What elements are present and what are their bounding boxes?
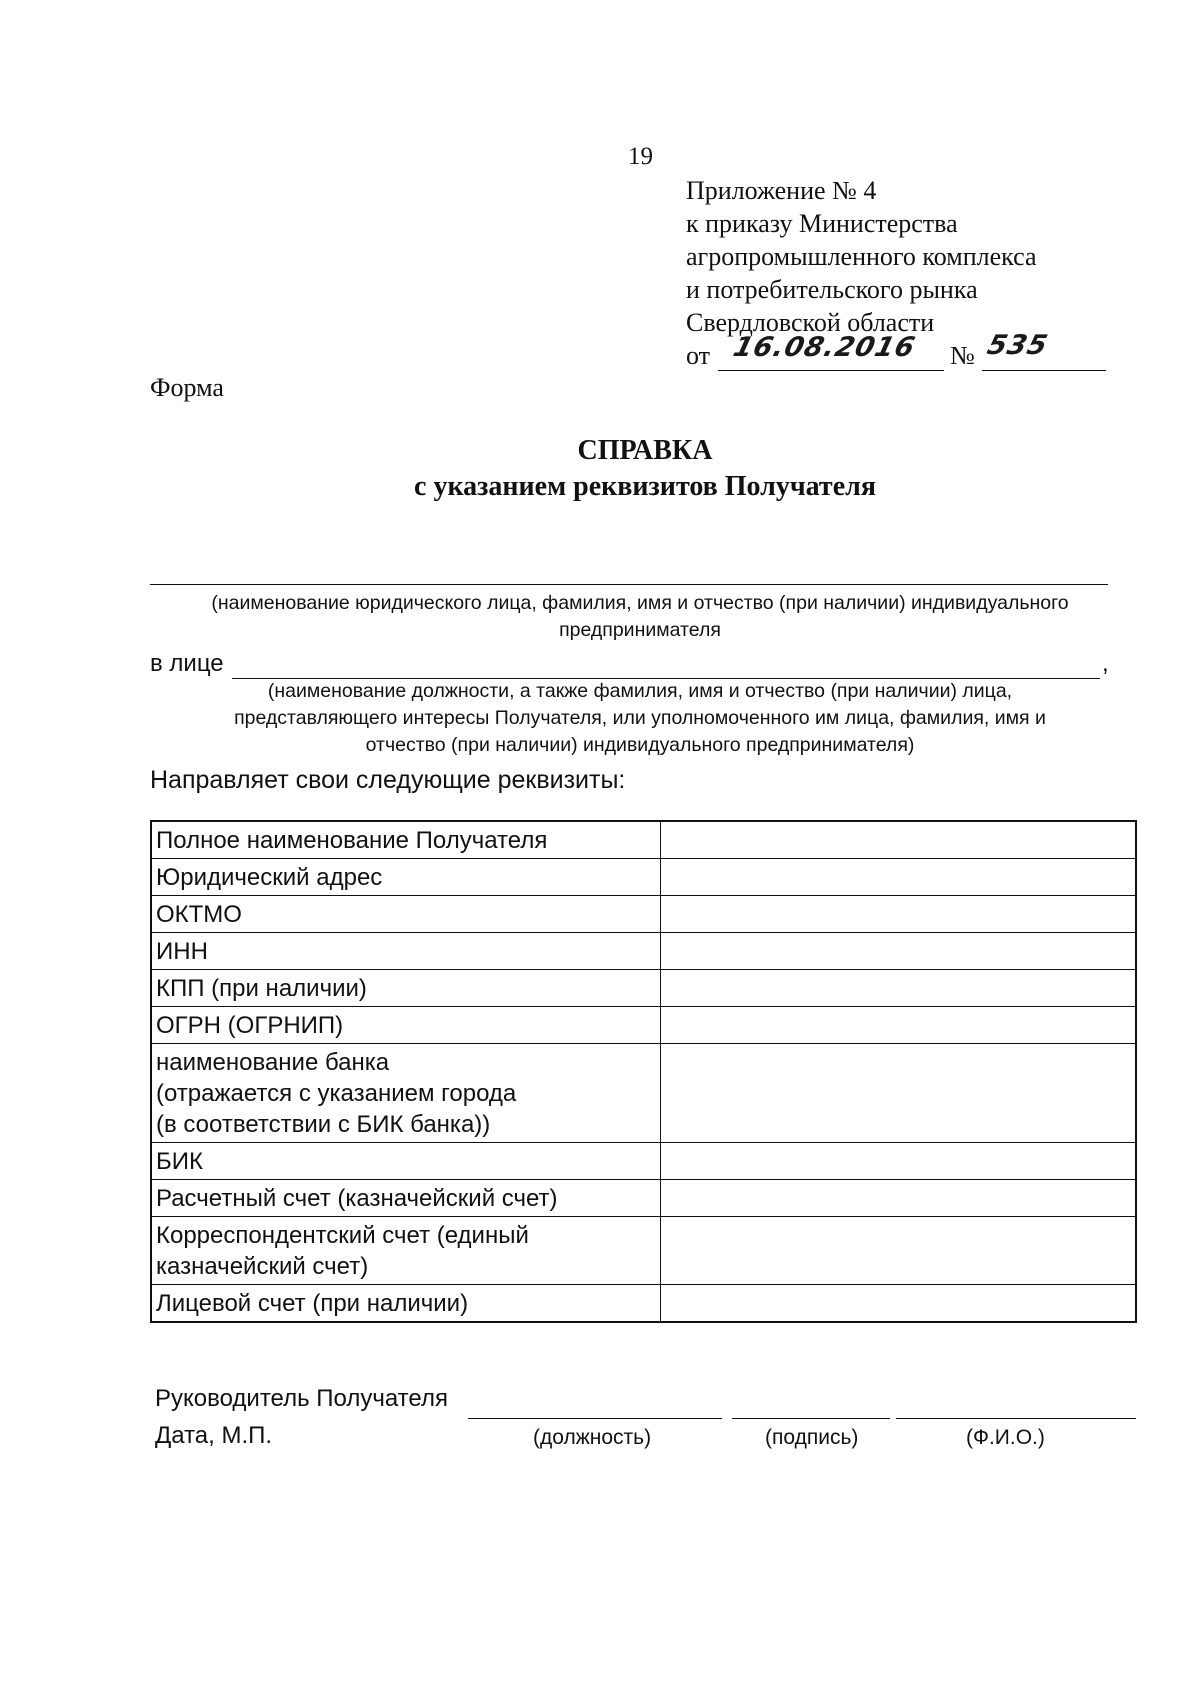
title-line-1: СПРАВКА [577, 435, 713, 466]
requisite-value-cell[interactable] [661, 821, 1136, 859]
recipient-caption [150, 590, 1130, 644]
name-line[interactable] [896, 1392, 1136, 1419]
name-caption: (Ф.И.О.) [966, 1426, 1045, 1449]
approval-line-2: к приказу Министерства [686, 209, 958, 238]
requisite-value-cell[interactable] [661, 1143, 1136, 1180]
represented-by-caption [150, 678, 1130, 759]
requisite-label: ИНН [151, 933, 661, 970]
approval-line-1: Приложение № 4 [686, 176, 877, 205]
requisite-value-cell[interactable] [661, 1044, 1136, 1143]
represented-caption-line-2: представляющего интересы Получателя, или уполномоченного им лица, фамилия, имя и [234, 707, 1046, 729]
requisite-value-cell[interactable] [661, 1217, 1136, 1285]
date-prefix: от [686, 341, 711, 370]
order-date-number-line [686, 330, 1052, 372]
requisite-value-cell[interactable] [661, 933, 1136, 970]
table-row [151, 933, 1136, 970]
represented-by-prefix: в лице [150, 650, 224, 677]
table-row [151, 1217, 1136, 1285]
handwritten-date: 16.08.2016 [730, 332, 919, 363]
recipient-caption-line-2: предпринимателя [559, 619, 721, 641]
requisite-label: Расчетный счет (казначейский счет) [151, 1180, 661, 1217]
table-row [151, 1285, 1136, 1323]
requisite-value-cell[interactable] [661, 1285, 1136, 1323]
signature-line[interactable] [732, 1392, 890, 1419]
requisites-table-body [151, 821, 1136, 1322]
requisite-label: ОКТМО [151, 896, 661, 933]
signature-caption: (подпись) [765, 1426, 859, 1449]
table-row [151, 821, 1136, 859]
table-row [151, 1007, 1136, 1044]
recipient-caption-line-1: (наименование юридического лица, фамилия, имя и отчество (при наличии) индивидуального [211, 592, 1069, 614]
page-number: 19 [628, 143, 653, 170]
requisite-label: наименование банка (отражается с указанием города (в соответствии с БИК банка)) [151, 1044, 661, 1143]
date-label: Дата, М.П. [155, 1422, 273, 1449]
requisite-label: ОГРН (ОГРНИП) [151, 1007, 661, 1044]
requisite-value-cell[interactable] [661, 896, 1136, 933]
position-line[interactable] [468, 1392, 722, 1419]
requisite-label: БИК [151, 1143, 661, 1180]
table-row [151, 896, 1136, 933]
approval-line-3: агропромышленного комплекса [686, 242, 1037, 271]
requisites-table [150, 820, 1137, 1323]
number-prefix: № [950, 341, 975, 370]
table-row [151, 1143, 1136, 1180]
handwritten-number: 535 [984, 330, 1052, 361]
position-caption: (должность) [533, 1426, 652, 1449]
table-row [151, 1180, 1136, 1217]
title-line-2: с указанием реквизитов Получателя [414, 471, 876, 502]
requisite-label: КПП (при наличии) [151, 970, 661, 1007]
intro-text: Направляет свои следующие реквизиты: [150, 766, 626, 794]
form-label: Форма [150, 373, 224, 402]
requisite-label: Юридический адрес [151, 859, 661, 896]
represented-caption-line-1: (наименование должности, а также фамилия, имя и отчество (при наличии) лица, [267, 680, 1013, 702]
document-title [0, 433, 1200, 505]
requisite-value-cell[interactable] [661, 1007, 1136, 1044]
requisite-label: Корреспондентский счет (единый казначейский счет) [151, 1217, 661, 1285]
requisite-label: Лицевой счет (при наличии) [151, 1285, 661, 1323]
represented-caption-line-3: отчество (при наличии) индивидуального предпринимателя) [365, 734, 915, 756]
table-row [151, 859, 1136, 896]
requisite-value-cell[interactable] [661, 859, 1136, 896]
table-row [151, 970, 1136, 1007]
requisite-value-cell[interactable] [661, 1180, 1136, 1217]
represented-by-line[interactable] [232, 651, 1100, 679]
recipient-name-line[interactable] [150, 584, 1108, 585]
table-row [151, 1044, 1136, 1143]
approval-line-5: Свердловской области [686, 308, 935, 337]
approval-line-4: и потребительского рынка [686, 275, 978, 304]
approval-block [686, 174, 1052, 372]
requisite-value-cell[interactable] [661, 970, 1136, 1007]
represented-by-suffix: , [1102, 650, 1109, 677]
head-label: Руководитель Получателя [155, 1385, 448, 1412]
requisite-label: Полное наименование Получателя [151, 821, 661, 859]
